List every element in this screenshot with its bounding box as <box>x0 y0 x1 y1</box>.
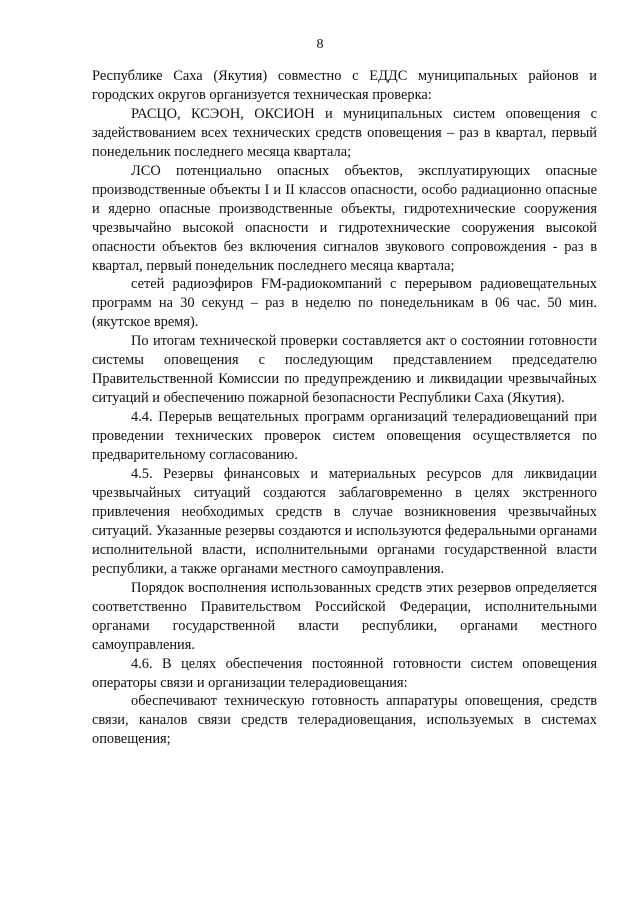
paragraph-check-results: По итогам технической проверки составляется акт о состоянии готовности системы оповещения с последующим представлением председателю Правительственной Комиссии по предупреждению и ликвидации чрезвычайных ситуаций и обеспечению пожарной безопасности Республики Саха (Якутия). <box>92 333 597 407</box>
paragraph-continuation: Республике Саха (Якутия) совместно с ЕДДС муниципальных районов и городских округов организуется техническая проверка: <box>92 68 597 103</box>
paragraph-rasco-check: РАСЦО, КСЭОН, ОКСИОН и муниципальных систем оповещения с задействованием всех технических средств оповещения – раз в квартал, первый понедельник последнего месяца квартала; <box>92 105 597 160</box>
paragraph-reserve-procedure: Порядок восполнения использованных средств этих резервов определяется соответственно Правительством Российской Федерации, исполнительными органами государственной власти республики, органами местного самоуправления. <box>92 579 597 653</box>
paragraph-fm-check: сетей радиоэфиров FM-радиокомпаний с перерывом радиовещательных программ на 30 секунд – раз в неделю по понедельникам в 06 час. 50 мин. (якутское время). <box>92 276 597 331</box>
page-number: 8 <box>316 37 324 52</box>
document-body <box>92 67 597 749</box>
paragraph-4-5: 4.5. Резервы финансовых и материальных ресурсов для ликвидации чрезвычайных ситуаций создаются заблаговременно в целях экстренного привлечения необходимых средств в случае возникновения чрезвычайных ситуаций. Указанные резервы создаются и используются федеральными органами исполнительной власти, исполнительными органами государственной власти республики, а также органами местного самоуправления. <box>92 466 597 577</box>
paragraph-4-6: 4.6. В целях обеспечения постоянной готовности систем оповещения операторы связи и организации телерадиовещания: <box>92 655 597 691</box>
paragraph-4-4: 4.4. Перерыв вещательных программ организаций телерадиовещаний при проведении технических проверок систем оповещения осуществляется по предварительному согласованию. <box>92 409 597 464</box>
paragraph-lso-check: ЛСО потенциально опасных объектов, эксплуатирующих опасные производственные объекты I и II классов опасности, особо радиационно опасные и ядерно опасные производственные объекты, гидротехнические сооружения чрезвычайно высокой опасности и гидротехнические сооружения высокой опасности объектов без включения сигналов звукового сопровождения - раз в квартал, первый понедельник последнего месяца квартала; <box>92 162 597 274</box>
paragraph-technical-readiness: обеспечивают техническую готовность аппаратуры оповещения, средств связи, каналов связи средств телерадиовещания, используемых в системах оповещения; <box>92 693 597 748</box>
